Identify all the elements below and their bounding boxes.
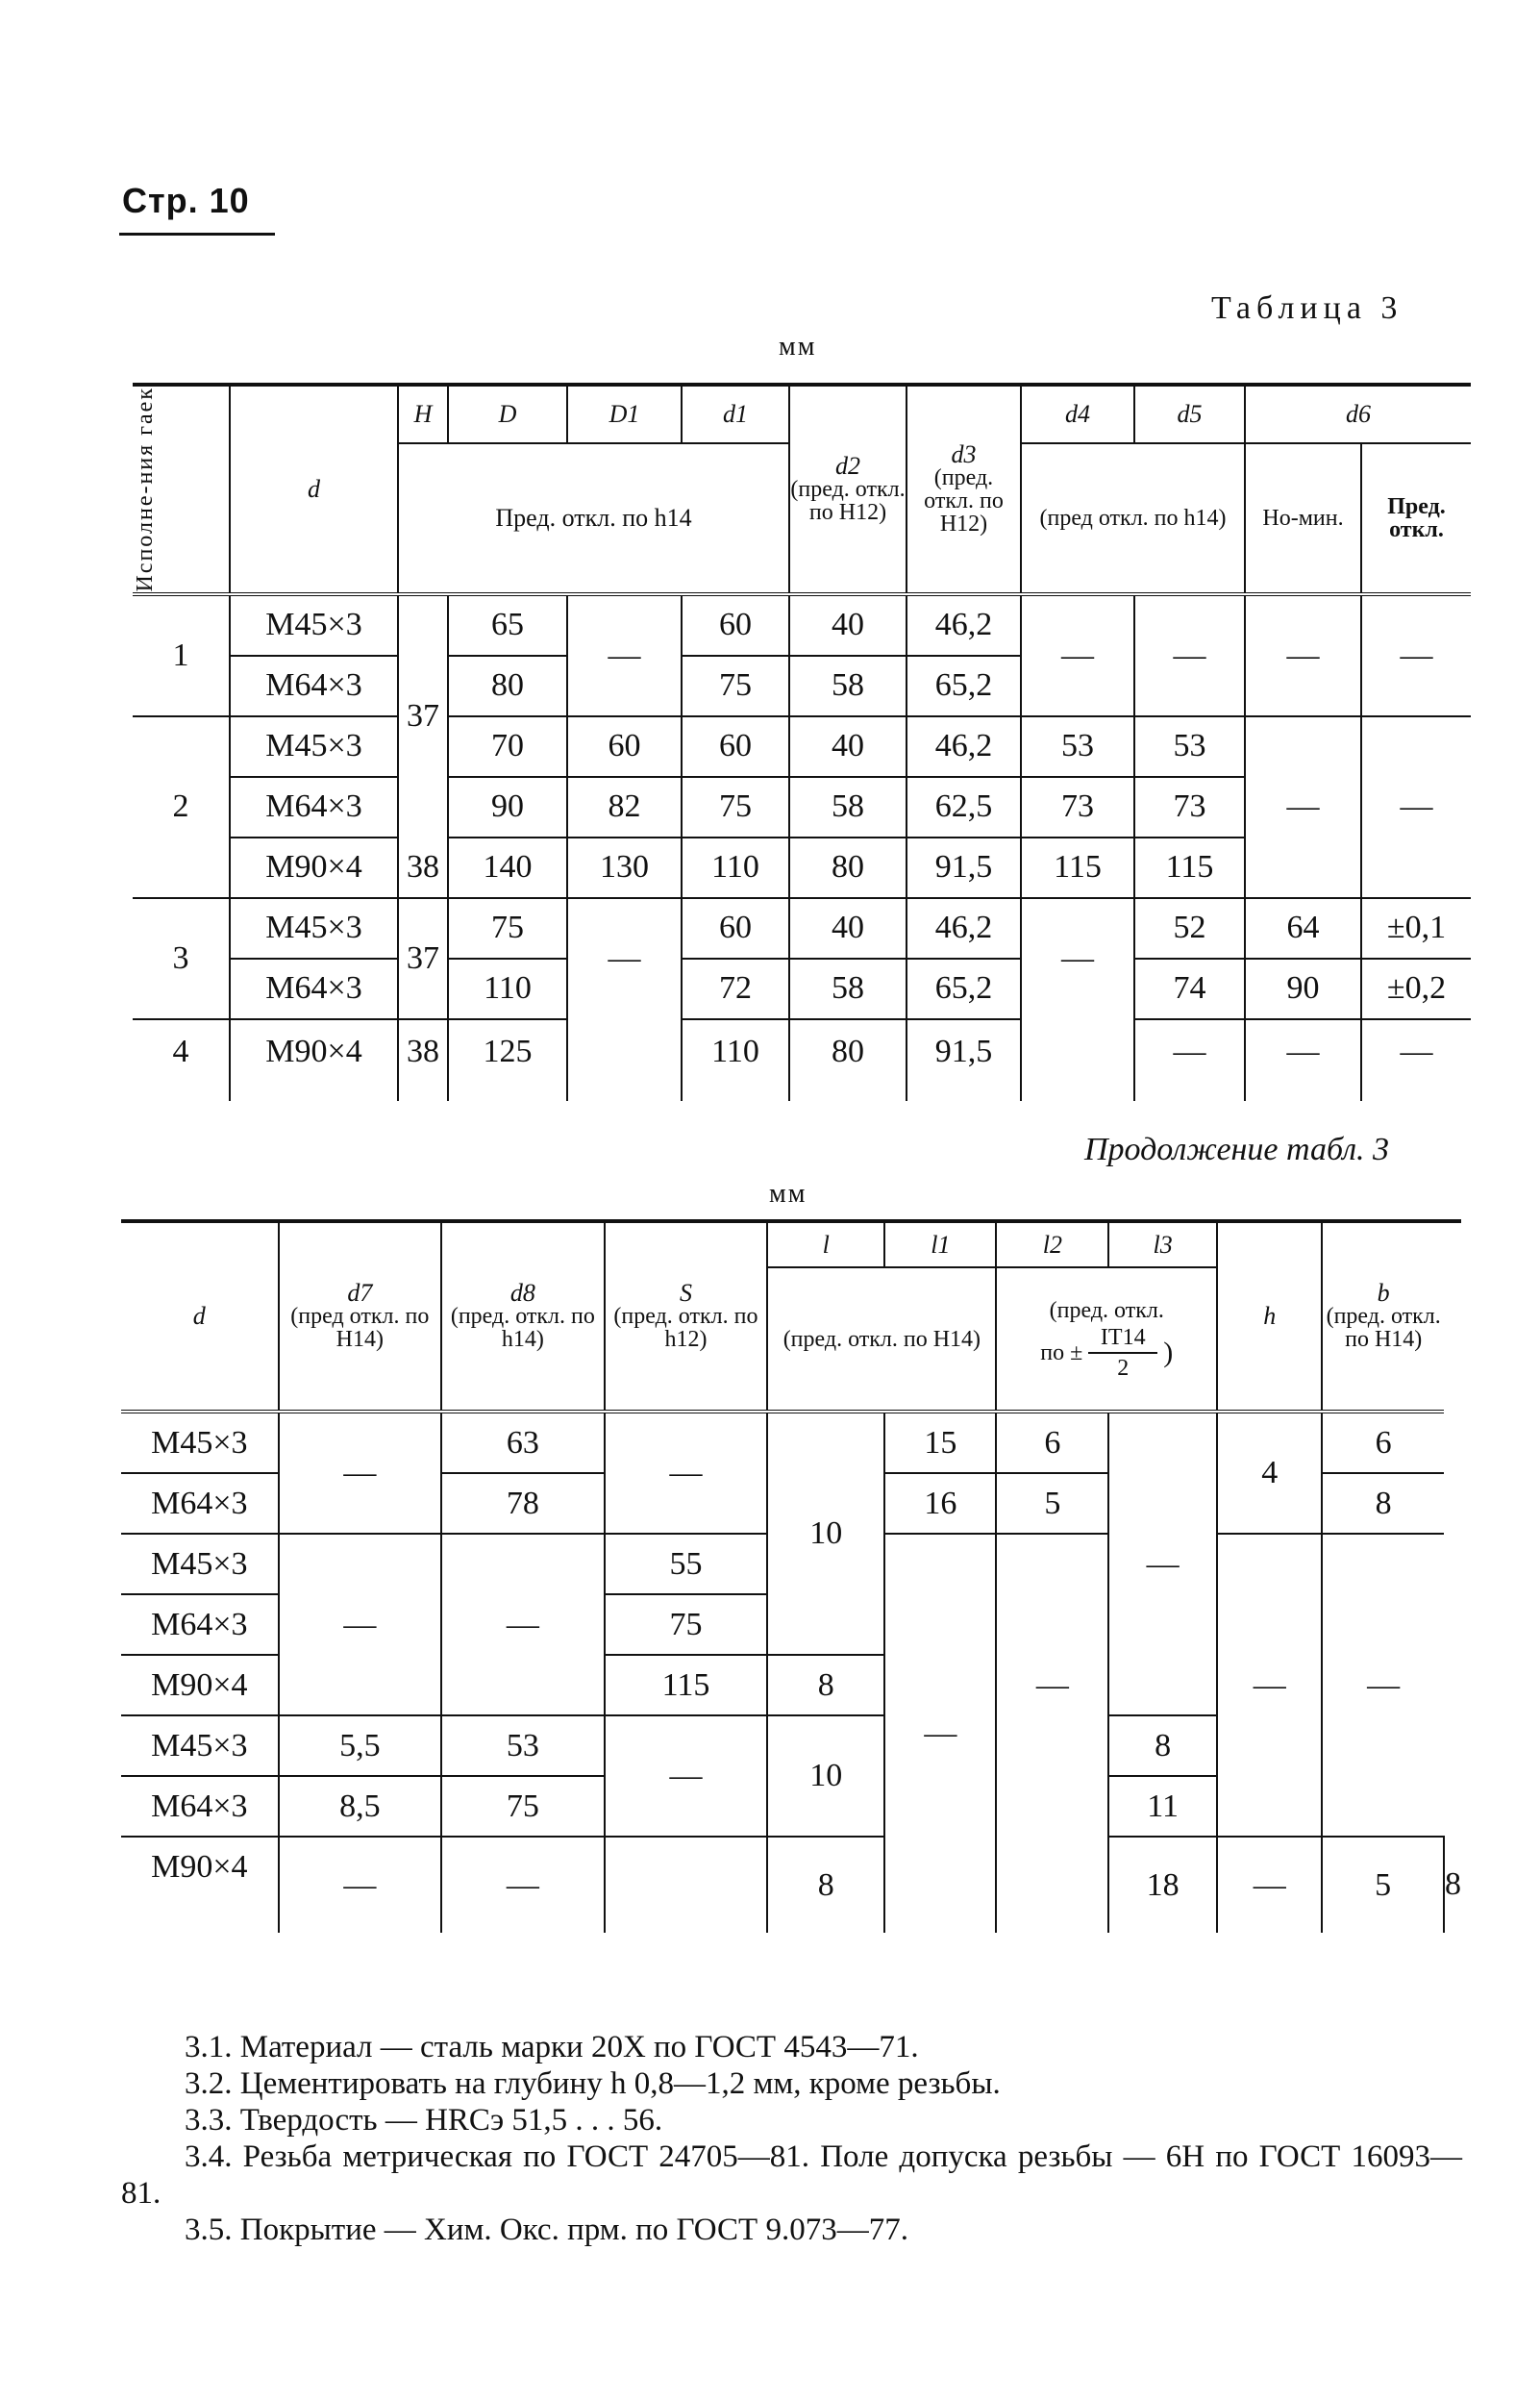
- table-cell: M90×4: [230, 838, 398, 898]
- table-cell: 37: [398, 898, 448, 1019]
- table-cell: 40: [789, 716, 907, 777]
- table-cell: 80: [789, 838, 907, 898]
- table-cell: 15: [884, 1412, 996, 1473]
- table-cell: 55: [605, 1534, 768, 1594]
- header-d6: d6: [1245, 385, 1471, 443]
- table-cell: 110: [682, 838, 789, 898]
- nut-dimensions-table-continued: [121, 1219, 1461, 1933]
- table-cell: —: [279, 1837, 441, 1933]
- table-cell: 90: [448, 777, 567, 838]
- table-cell: 130: [567, 838, 682, 898]
- table-cell: 58: [789, 656, 907, 716]
- table-units: мм: [779, 332, 817, 362]
- table-cell: ±0,1: [1361, 898, 1471, 959]
- table-cell: —: [1217, 1837, 1322, 1933]
- table-cell: 8: [1444, 1837, 1461, 1933]
- table-cell: 58: [789, 959, 907, 1019]
- header-pred-otkl: Пред. откл.: [1361, 443, 1471, 593]
- note-3-4: 3.4. Резьба метрическая по ГОСТ 24705—81. Поле допуска резьбы — 6Н по ГОСТ 16093—81.: [121, 2139, 1462, 2211]
- header-l2: l2: [996, 1221, 1108, 1267]
- table-cell: —: [996, 1534, 1108, 1837]
- table-cell: 46,2: [907, 716, 1021, 777]
- table-row: [133, 716, 1471, 777]
- table-cell: —: [1361, 716, 1471, 898]
- table-cell: 91,5: [907, 838, 1021, 898]
- table-cell: M45×3: [230, 898, 398, 959]
- table-cell: 18: [1108, 1837, 1217, 1933]
- table-cell: 4: [1217, 1412, 1322, 1534]
- header-S: S (пред. откл. по h12): [605, 1221, 768, 1412]
- table-cell: 40: [789, 898, 907, 959]
- header-d8: d8 (пред. откл. по h14): [441, 1221, 605, 1412]
- table-cell: [567, 1019, 682, 1101]
- header-l-note: (пред. откл. по H14): [767, 1267, 996, 1412]
- table-cell: 8: [1108, 1715, 1217, 1776]
- table-cell: 73: [1134, 777, 1245, 838]
- table-cell: —: [567, 594, 682, 716]
- table-cell: 125: [448, 1019, 567, 1101]
- table-cell: 2: [133, 716, 230, 898]
- table-cell: 140: [448, 838, 567, 898]
- header-d5: d5: [1134, 385, 1245, 443]
- table-cell: 10: [767, 1715, 884, 1837]
- table-cell: 38: [398, 1019, 448, 1101]
- table-row: [133, 594, 1471, 656]
- table-cell: 3: [133, 898, 230, 1019]
- table-cell: 5: [996, 1473, 1108, 1534]
- header-h: h: [1217, 1221, 1322, 1412]
- table-cell: 37: [398, 594, 448, 838]
- header-l23-note: (пред. откл. по ± IT14 2 ): [996, 1267, 1217, 1412]
- table-cell: —: [1245, 1019, 1361, 1101]
- header-d2: d2 (пред. откл. по H12): [789, 385, 907, 594]
- table-cell: 6: [996, 1412, 1108, 1473]
- table-cell: 60: [682, 594, 789, 656]
- header-H: H: [398, 385, 448, 443]
- table-cell: 80: [789, 1019, 907, 1101]
- table-cell: —: [1245, 594, 1361, 716]
- table-cell: —: [1217, 1534, 1322, 1837]
- header-b: b (пред. откл. по H14): [1322, 1221, 1444, 1412]
- table-cell: —: [1021, 594, 1134, 716]
- table-cell: 53: [1021, 716, 1134, 777]
- table-cell: —: [1361, 594, 1471, 716]
- table-cell: 1: [133, 594, 230, 716]
- table-cell: 74: [1134, 959, 1245, 1019]
- table-cell: [605, 1837, 768, 1933]
- table-cell: M90×4: [151, 1849, 248, 1885]
- table-cell: 8,5: [279, 1776, 441, 1837]
- header-l: l: [767, 1221, 884, 1267]
- table-cell: —: [605, 1412, 768, 1534]
- table-cell: 78: [441, 1473, 605, 1534]
- table-cell: 65,2: [907, 656, 1021, 716]
- nut-dimensions-table: [133, 383, 1471, 1101]
- table-cell: 65,2: [907, 959, 1021, 1019]
- table-units-2: мм: [769, 1179, 807, 1209]
- table-cell: [1021, 1019, 1134, 1101]
- table-cell: —: [279, 1534, 441, 1715]
- table-cell: —: [1108, 1412, 1217, 1715]
- table-cell: M64×3: [121, 1594, 279, 1655]
- table-cell: 53: [441, 1715, 605, 1776]
- table-cell: 46,2: [907, 594, 1021, 656]
- table-cell: ±0,2: [1361, 959, 1471, 1019]
- table-cell: M45×3: [230, 594, 398, 656]
- requirements-notes: [121, 2029, 1462, 2248]
- table-cell: M45×3: [230, 716, 398, 777]
- table-cell: —: [441, 1837, 605, 1933]
- note-3-3: 3.3. Твердость — HRCэ 51,5 . . . 56.: [185, 2103, 663, 2138]
- table-cell: —: [441, 1534, 605, 1715]
- table-cell: M64×3: [230, 777, 398, 838]
- note-3-1: 3.1. Материал — сталь марки 20Х по ГОСТ 4543—71.: [185, 2030, 919, 2064]
- header-D1: D1: [567, 385, 682, 443]
- table-cell: —: [1134, 1019, 1245, 1101]
- table-cell: —: [1021, 898, 1134, 1019]
- table-continuation-title: Продолжение табл. 3: [1084, 1132, 1390, 1167]
- table-cell: [996, 1837, 1108, 1933]
- table-cell: —: [1134, 594, 1245, 716]
- page-number: Стр. 10: [122, 181, 250, 220]
- table-cell: —: [279, 1412, 441, 1534]
- table-cell: —: [605, 1715, 768, 1837]
- header-d: d: [230, 385, 398, 594]
- header-ispolnenie: Исполне-ния гаек: [133, 385, 230, 594]
- table-title: Таблица 3: [1211, 290, 1403, 326]
- table-cell: 8: [1322, 1473, 1444, 1534]
- table-cell: 63: [441, 1412, 605, 1473]
- table-cell: —: [1361, 1019, 1471, 1101]
- table-cell: 11: [1108, 1776, 1217, 1837]
- table-cell: 62,5: [907, 777, 1021, 838]
- table-cell: 115: [1134, 838, 1245, 898]
- header-d1: d1: [682, 385, 789, 443]
- page-number-rule: [119, 233, 275, 236]
- note-3-2: 3.2. Цементировать на глубину h 0,8—1,2 мм, кроме резьбы.: [185, 2066, 1001, 2101]
- table-cell: 53: [1134, 716, 1245, 777]
- table-cell: 82: [567, 777, 682, 838]
- table-cell: M64×3: [230, 656, 398, 716]
- table-cell: 75: [682, 656, 789, 716]
- table-cell: 10: [767, 1412, 884, 1655]
- table-cell: 38: [398, 838, 448, 898]
- table-cell: 75: [448, 898, 567, 959]
- table-cell: 115: [605, 1655, 768, 1715]
- table-row: [121, 1837, 1461, 1933]
- table-cell: 91,5: [907, 1019, 1021, 1101]
- table-row: [121, 1412, 1461, 1473]
- table-cell: 75: [605, 1594, 768, 1655]
- table-cell: 75: [682, 777, 789, 838]
- table-cell: 16: [884, 1473, 996, 1534]
- header-l3: l3: [1108, 1221, 1217, 1267]
- table-cell: 72: [682, 959, 789, 1019]
- table-cell: 40: [789, 594, 907, 656]
- table-cell: —: [567, 898, 682, 1019]
- header-D: D: [448, 385, 567, 443]
- table-cell: 5,5: [279, 1715, 441, 1776]
- header-l1: l1: [884, 1221, 996, 1267]
- table-cell: M45×3: [121, 1715, 279, 1776]
- table-cell: M64×3: [230, 959, 398, 1019]
- header-nominal: Но-мин.: [1245, 443, 1361, 593]
- table-cell: 60: [682, 716, 789, 777]
- table-row: [133, 898, 1471, 959]
- table-cell: 65: [448, 594, 567, 656]
- header-h14-note: Пред. откл. по h14: [398, 443, 789, 593]
- table-row: [133, 1019, 1471, 1101]
- table-cell: 64: [1245, 898, 1361, 959]
- table-cell: 8: [767, 1837, 884, 1933]
- table-cell: 46,2: [907, 898, 1021, 959]
- header-d45-note: (пред откл. по h14): [1021, 443, 1245, 593]
- table-cell: 73: [1021, 777, 1134, 838]
- table-cell: M45×3: [121, 1534, 279, 1594]
- table-cell: 110: [682, 1019, 789, 1101]
- header-d3: d3 (пред. откл. по H12): [907, 385, 1021, 594]
- table-row: [133, 959, 1471, 1019]
- table-cell: M90×4: [121, 1655, 279, 1715]
- table-cell: —: [1245, 716, 1361, 898]
- table-cell: 115: [1021, 838, 1134, 898]
- table-cell: 80: [448, 656, 567, 716]
- table-cell: M45×3: [121, 1412, 279, 1473]
- table-cell: 8: [767, 1655, 884, 1715]
- header-d7: d7 (пред откл. по H14): [279, 1221, 441, 1412]
- table-cell: M64×3: [121, 1776, 279, 1837]
- table-cell: 6: [1322, 1412, 1444, 1473]
- note-3-5: 3.5. Покрытие — Хим. Окс. прм. по ГОСТ 9.073—77.: [185, 2213, 908, 2247]
- table-cell: 5: [1322, 1837, 1444, 1933]
- table-cell: 58: [789, 777, 907, 838]
- table-cell: 60: [567, 716, 682, 777]
- table-cell: M64×3: [121, 1473, 279, 1534]
- table-cell: 4: [172, 1033, 189, 1069]
- table-cell: —: [1322, 1534, 1444, 1837]
- table-cell: 110: [448, 959, 567, 1019]
- header-d: d: [121, 1221, 279, 1412]
- table-cell: 75: [441, 1776, 605, 1837]
- table-cell: M90×4: [230, 1019, 398, 1101]
- table-cell: 52: [1134, 898, 1245, 959]
- table-cell: 90: [1245, 959, 1361, 1019]
- table-cell: 70: [448, 716, 567, 777]
- header-d4: d4: [1021, 385, 1134, 443]
- table-cell: —: [884, 1534, 996, 1933]
- table-cell: 60: [682, 898, 789, 959]
